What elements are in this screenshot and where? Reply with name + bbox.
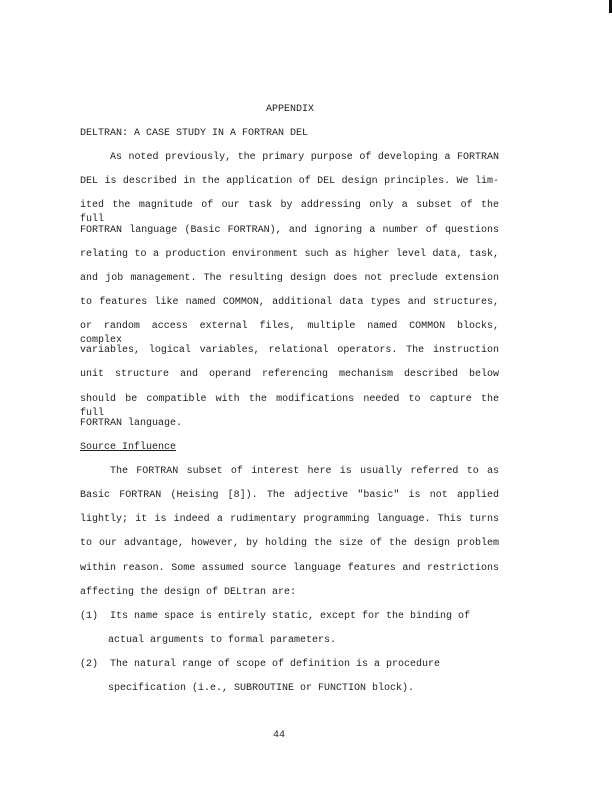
text-line: relating to a production environment such as higher level data, task, <box>80 248 499 260</box>
text-line: Basic FORTRAN (Heising [8]). The adjective "basic" is not applied <box>80 490 499 502</box>
text-line: unit structure and operand referencing mechanism described below <box>80 369 499 381</box>
text-line: within reason. Some assumed source language features and restrictions <box>80 562 499 574</box>
text-line: DEL is described in the application of DEL design principles. We lim- <box>80 176 499 188</box>
text-line: variables, logical variables, relational operators. The instruction <box>80 345 499 357</box>
text-line: or random access external files, multiple named COMMON blocks, complex <box>80 321 499 347</box>
text-line: and job management. The resulting design does not preclude extension <box>80 272 499 284</box>
text-line: lightly; it is indeed a rudimentary programming language. This turns <box>80 514 499 526</box>
text-line: to our advantage, however, by holding the size of the design problem <box>80 538 499 550</box>
text-line: should be compatible with the modifications needed to capture the full <box>80 393 499 419</box>
text-line: specification (i.e., SUBROUTINE or FUNCTION block). <box>108 683 415 695</box>
text-line: (2) The natural range of scope of definition is a procedure <box>80 659 441 671</box>
text-line: actual arguments to formal parameters. <box>108 634 337 646</box>
text-line: FORTRAN language. <box>80 417 183 429</box>
text-line: FORTRAN language (Basic FORTRAN), and ignoring a number of questions <box>80 224 499 236</box>
text-line: (1) Its name space is entirely static, except for the binding of <box>80 610 471 622</box>
text-line: ited the magnitude of our task by addressing only a subset of the full <box>80 200 499 226</box>
text-line: affecting the design of DELtran are: <box>80 586 297 598</box>
appendix-heading: APPENDIX <box>265 104 314 115</box>
page-number: 44 <box>272 730 285 741</box>
subsection-heading: Source Influence <box>80 441 177 453</box>
section-title: DELTRAN: A CASE STUDY IN A FORTRAN DEL <box>80 128 309 139</box>
text-line: As noted previously, the primary purpose of developing a FORTRAN <box>110 152 499 164</box>
text-line: to features like named COMMON, additional data types and structures, <box>80 296 499 308</box>
text-line: The FORTRAN subset of interest here is usually referred to as <box>110 465 499 477</box>
